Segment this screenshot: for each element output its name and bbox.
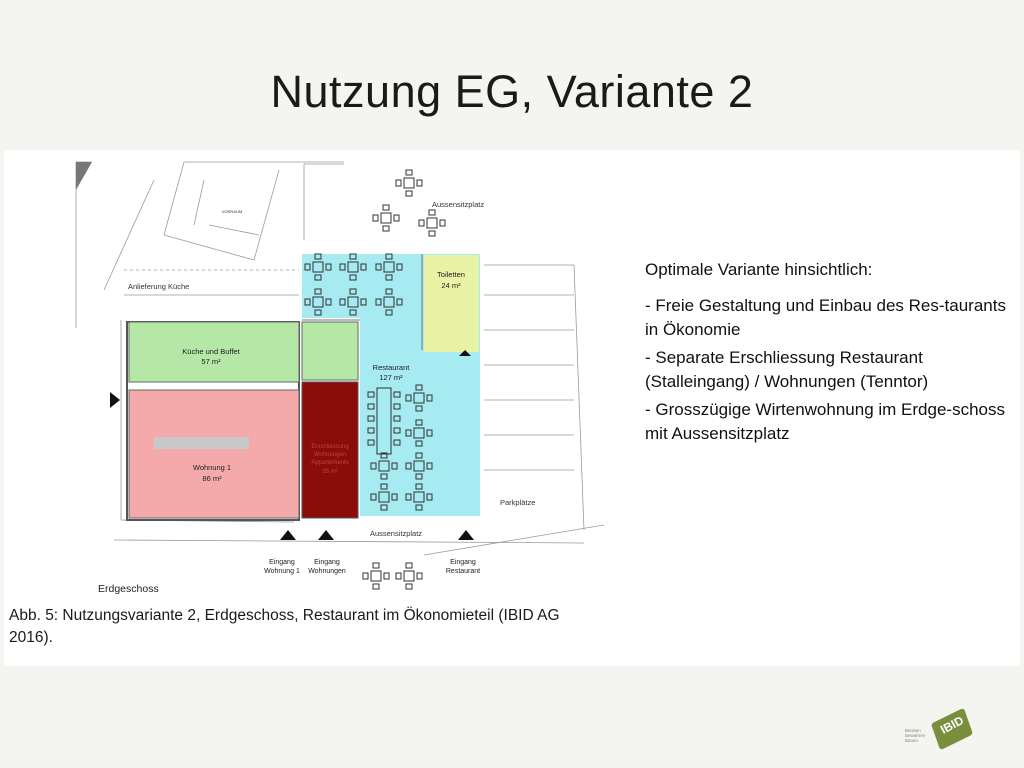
wohnung-area-label: 86 m² [202,474,222,483]
aussensitzplatz-top-label: Aussensitzplatz [432,200,485,209]
bullet-1: - Freie Gestaltung und Einbau des Res-taurants in Ökonomie [645,296,1006,339]
text-heading: Optimale Variante hinsichtlich: [645,260,873,279]
logo-tagline: Beraten Bewahren Bauen [905,728,926,743]
eingang-wohnung1-label-1: Eingang [269,559,295,566]
eingang-restaurant-label-1: Eingang [450,559,476,566]
bullet-3: - Grosszügige Wirtenwohnung im Erdge-schoss mit Aussensitzplatz [645,400,1005,443]
erdgeschoss-label: Erdgeschoss [98,583,159,595]
wohnung-room [129,390,299,518]
anlieferung-label: Anlieferung Küche [128,282,190,291]
floor-plan [4,150,604,605]
bullet-2: - Separate Erschliessung Restaurant (Stalleingang) / Wohnungen (Tenntor) [645,348,929,391]
entrance-marker-wohnung1 [280,530,296,540]
entrance-marker-wohnungen [318,530,334,540]
wirtenwohnung-label-2: Wohnungen [313,452,347,458]
restaurant-area-label: 127 m² [379,373,403,382]
figure-caption [9,605,609,649]
wohnung-name-label: Wohnung 1 [192,463,232,472]
eingang-wohnungen-label-1: Eingang [314,559,340,566]
wohnung-divider [154,437,249,449]
entrance-marker-restaurant [458,530,474,540]
wirtenwohnung-label-1: Erschliessung [311,444,349,450]
kueche-name-label: Küche und Buffet [182,347,240,356]
toiletten-area-label: 24 m² [441,281,461,290]
wirtenwohnung-label-3: Appartements [311,460,349,466]
ibid-logo [895,706,985,756]
vorraum-label: VORRAUM [221,209,243,214]
plan-corner-wedge [76,162,92,190]
small-green-room [302,322,358,380]
parkplaetze-label: Parkplätze [500,498,536,507]
toiletten-name-label: Toiletten [437,270,465,279]
text-block [645,258,1020,450]
kueche-area-label: 57 m² [201,357,221,366]
restaurant-name-label: Restaurant [372,363,410,372]
slide-title: Nutzung EG, Variante 2 [270,66,754,117]
aussensitzplatz-bottom-label: Aussensitzplatz [369,529,423,538]
eingang-restaurant-label-2: Restaurant [445,568,481,575]
content-panel [4,150,1020,666]
wirtenwohnung-room [302,382,358,518]
caption-line-1: Abb. 5: Nutzungsvariante 2, Erdgeschoss, Restaurant im Ökonomieteil (IBID AG [9,607,560,624]
eingang-wohnungen-label-2: Wohnungen [308,568,346,575]
wirtenwohnung-area-label: 35 m² [322,469,338,475]
logo-mark-text: IBID [938,713,966,737]
eingang-wohnung1-label-2: Wohnung 1 [264,568,300,575]
entrance-marker-side [110,392,120,408]
caption-line-2: 2016). [9,629,53,646]
